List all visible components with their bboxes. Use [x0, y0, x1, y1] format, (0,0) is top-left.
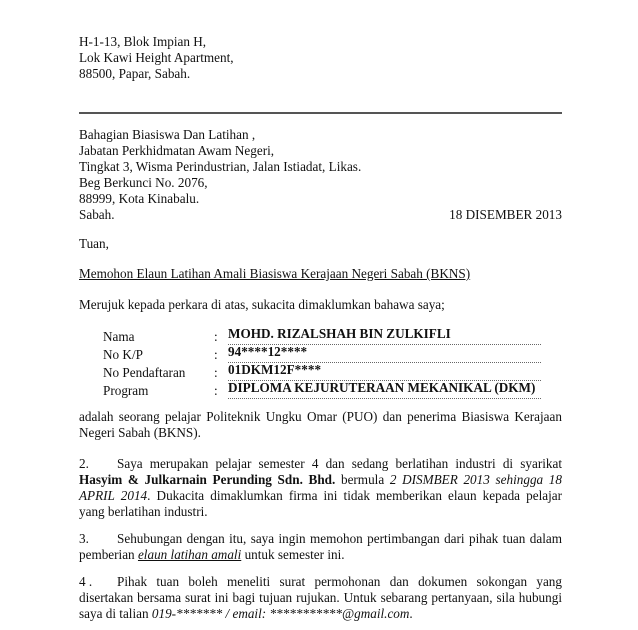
paragraph-text: . — [409, 606, 413, 621]
detail-value-program: DIPLOMA KEJURUTERAAN MEKANIKAL (DKM) — [228, 380, 541, 399]
sender-address-line: 88500, Papar, Sabah. — [79, 66, 191, 81]
recipient-address-line: Tingkat 3, Wisma Perindustrian, Jalan Istiadat, Likas. — [79, 159, 362, 174]
allowance-term: elaun latihan amali — [137, 547, 242, 562]
paragraph-text: untuk semester ini. — [241, 547, 345, 562]
recipient-address-line: Sabah. — [79, 207, 115, 222]
detail-colon: : — [214, 329, 218, 344]
sender-address — [79, 34, 562, 82]
detail-colon: : — [214, 365, 218, 380]
detail-value-registration: 01DKM12F**** — [228, 362, 541, 381]
paragraph-3 — [79, 531, 562, 563]
paragraph-text: bermula — [335, 472, 390, 487]
paragraph-2 — [79, 456, 562, 520]
letter-subject: Memohon Elaun Latihan Amali Biasiswa Kerajaan Negeri Sabah (BKNS) — [79, 266, 471, 281]
company-name: Hasyim & Julkarnain Perunding Sdn. Bhd. — [79, 472, 336, 487]
paragraph-text: . Dukacita dimaklumkan firma ini tidak memberikan elaun kepada pelajar yang berlatihan industri. — [79, 488, 563, 519]
recipient-address-line: 88999, Kota Kinabalu. — [79, 191, 200, 206]
paragraph-text: Pihak tuan boleh meneliti surat permohonan dan dokumen sokongan yang disertakan bersama surat ini bagi tujuan rujukan. Untuk sebarang pertanyaan, sila hubungi saya di talian — [79, 574, 562, 621]
letter-date: 18 DISEMBER 2013 — [449, 207, 562, 222]
detail-value-name: MOHD. RIZALSHAH BIN ZULKIFLI — [228, 326, 541, 345]
detail-label: Nama — [103, 329, 135, 344]
student-details — [79, 326, 562, 401]
paragraph-text: Saya merupakan pelajar semester 4 dan sedang berlatihan industri di syarikat — [117, 456, 562, 471]
paragraph-text: Sehubungan dengan itu, saya ingin memohon pertimbangan dari pihak tuan dalam pemberian — [79, 531, 562, 562]
student-paragraph: adalah seorang pelajar Politeknik Ungku Omar (PUO) dan penerima Biasiswa Kerajaan Negeri Sabah (BKNS). — [79, 409, 562, 440]
recipient-address-line: Jabatan Perkhidmatan Awam Negeri, — [79, 143, 275, 158]
detail-colon: : — [214, 347, 218, 362]
detail-label: No K/P — [103, 347, 143, 362]
salutation: Tuan, — [79, 236, 109, 251]
paragraph-number: 4 . — [79, 574, 93, 589]
training-period: 2 DISMBER 2013 sehingga 18 APRIL 2014 — [79, 472, 562, 503]
paragraph-number: 3. — [79, 531, 89, 546]
detail-row-program — [79, 380, 562, 401]
detail-colon: : — [214, 383, 218, 398]
detail-label: Program — [103, 383, 149, 398]
sender-address-line: Lok Kawi Height Apartment, — [79, 50, 234, 65]
detail-value-ic: 94****12**** — [228, 344, 541, 363]
recipient-address-line: Bahagian Biasiswa Dan Latihan , — [79, 127, 256, 142]
contact-info: 019-******* / email: ***********@gmail.com — [151, 606, 410, 621]
paragraph-4 — [79, 574, 562, 622]
recipient-address-line: Beg Berkunci No. 2076, — [79, 175, 208, 190]
intro-text: Merujuk kepada perkara di atas, sukacita dimaklumkan bahawa saya; — [79, 297, 445, 312]
paragraph-number: 2. — [79, 456, 89, 471]
detail-label: No Pendaftaran — [103, 365, 186, 380]
sender-address-line: H-1-13, Blok Impian H, — [79, 34, 207, 49]
header-divider — [79, 112, 562, 114]
